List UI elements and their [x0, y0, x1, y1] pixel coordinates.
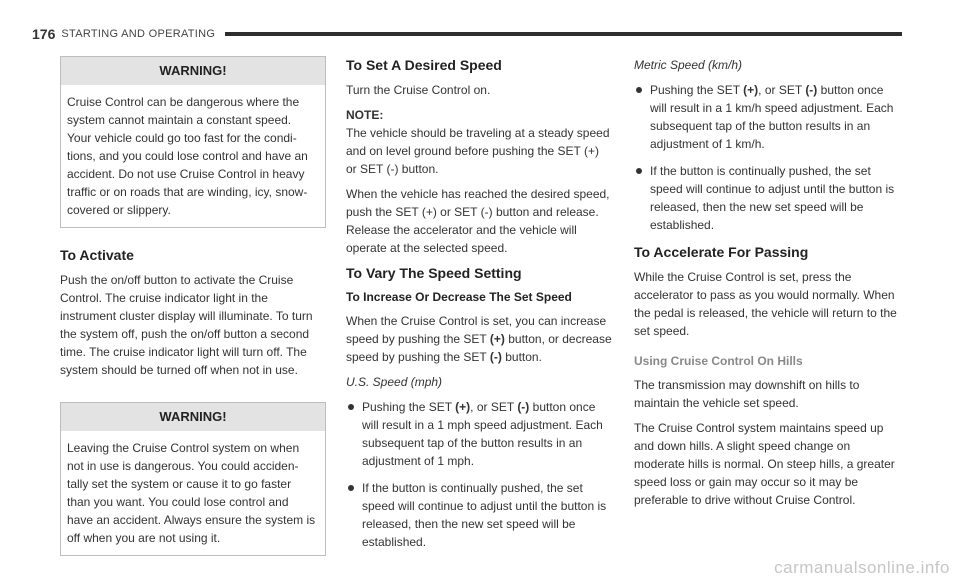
warning-box-leave-on — [60, 402, 326, 556]
us-speed-label: U.S. Speed (mph) — [346, 375, 443, 389]
column-left — [60, 56, 326, 556]
header-rule — [225, 32, 902, 36]
set-speed-intro: Turn the Cruise Control on. — [346, 83, 491, 97]
us-speed-list — [346, 398, 612, 551]
hills-text-2: The Cruise Control system maintains speed up and down hills. A slight speed change on moderate hills is normal. On steep hills, a greater speed loss or gain may occur so it may be preferable to drive without Cruise Control. — [634, 421, 895, 507]
section-title: STARTING AND OPERATING — [61, 28, 216, 40]
warning-title: WARNING! — [61, 403, 325, 431]
bullet-icon — [348, 485, 354, 491]
heading-vary-speed: To Vary The Speed Setting — [346, 265, 522, 281]
warning-title: WARNING! — [61, 57, 325, 85]
heading-accelerate-passing: To Accelerate For Passing — [634, 244, 809, 260]
bullet-icon — [636, 87, 642, 93]
note — [346, 106, 612, 178]
heading-to-activate: To Activate — [60, 247, 134, 263]
column-right — [634, 56, 902, 516]
passing-text: While the Cruise Control is set, press the accelerator to pass as you would normally. When the pedal is released, the vehicle will return to the set speed. — [634, 270, 897, 338]
set-speed-text: When the vehicle has reached the desired speed, push the SET (+) or SET (-) button and release. Release the accelerator and the vehicle will operate at the selected speed. — [346, 187, 610, 255]
column-middle — [346, 56, 612, 560]
heading-cruise-on-hills: Using Cruise Control On Hills — [634, 354, 803, 368]
note-label: NOTE: — [346, 108, 384, 122]
warning-text: Cruise Control can be dangerous where the system cannot maintain a constant speed. Your vehicle could go too fast for the condi-tions, and you could lose control and have an accident. Do not use Cruise Control in heavy traffic or on roads that are winding, icy, snow-covered or slippery. — [67, 95, 308, 217]
warning-box-cruise-danger — [60, 56, 326, 228]
bullet-icon — [636, 168, 642, 174]
bullet-icon — [348, 404, 354, 410]
warning-text: Leaving the Cruise Control system on when not in use is dangerous. You could acciden-tally set the system or cause it to go faster than you want. You could lose control and have an accident. Always ensure the system is off when you are not using it. — [67, 441, 316, 545]
metric-speed-list — [634, 81, 902, 234]
note-text: The vehicle should be traveling at a steady speed and on level ground before pushing the SET (+) or SET (-) button. — [346, 126, 610, 176]
vary-text: When the Cruise Control is set, you can increase speed by pushing the SET (+) button, or decrease speed by pushing the SET (-) button. — [346, 314, 612, 364]
metric-speed-label: Metric Speed (km/h) — [634, 58, 743, 72]
activate-text: Push the on/off button to activate the Cruise Control. The cruise indicator light in the instrument cluster display will illuminate. To turn the system off, push the on/off button a second time. The cruise indicator light will turn off. The system should be turned off when not in use. — [60, 273, 313, 377]
list-item: If the button is continually pushed, the set speed will continue to adjust until the button is released, then the new set speed will be established. — [346, 479, 612, 551]
subheading-increase-decrease: To Increase Or Decrease The Set Speed — [346, 290, 572, 304]
list-item: If the button is continually pushed, the set speed will continue to adjust until the button is released, then the new set speed will be established. — [634, 162, 902, 234]
page-number: 176 — [32, 26, 56, 42]
list-item: Pushing the SET (+), or SET (-) button once will result in a 1 km/h speed adjustment. Each subsequent tap of the button results in an adjustment of 1 km/h. — [634, 81, 902, 153]
hills-text-1: The transmission may downshift on hills to maintain the vehicle set speed. — [634, 378, 860, 410]
page-header — [32, 24, 902, 44]
heading-set-desired-speed: To Set A Desired Speed — [346, 57, 502, 73]
watermark: carmanualsonline.info — [774, 558, 950, 577]
list-item: Pushing the SET (+), or SET (-) button once will result in a 1 mph speed adjustment. Each subsequent tap of the button results in an adjustment of 1 mph. — [346, 398, 612, 470]
